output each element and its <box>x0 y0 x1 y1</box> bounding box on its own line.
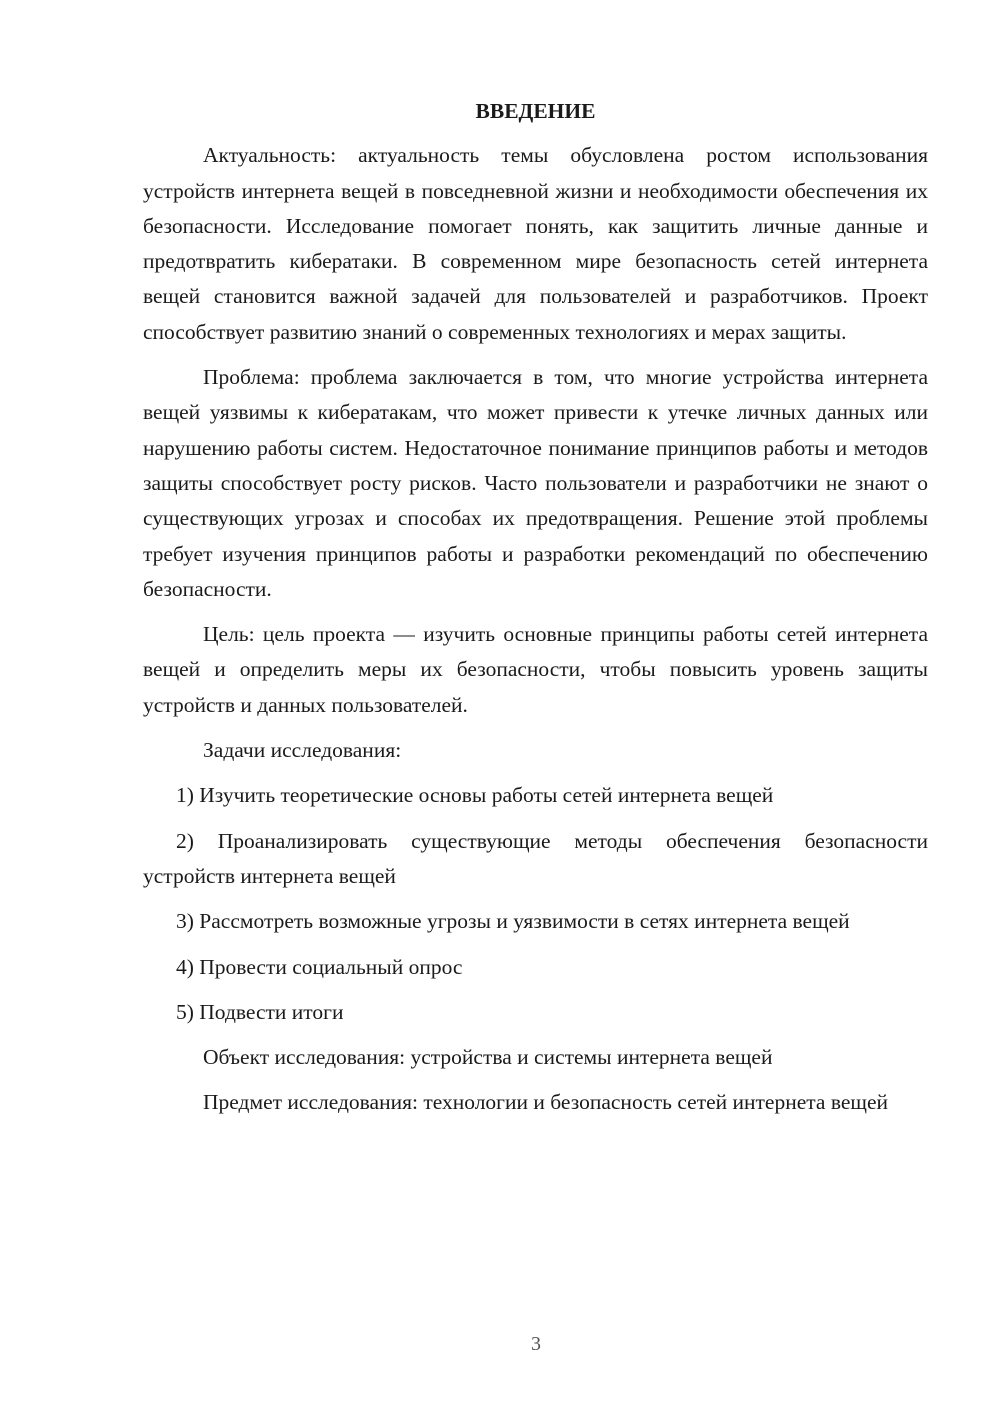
task-item-3: 3) Рассмотреть возможные угрозы и уязвимости в сетях интернета вещей <box>176 909 850 934</box>
section-heading: ВВЕДЕНИЕ <box>475 99 596 123</box>
task-item-4: 4) Провести социальный опрос <box>176 954 463 979</box>
tasks-heading: Задачи исследования: <box>203 738 402 763</box>
task-item-5: 5) Подвести итоги <box>176 999 344 1024</box>
subject-paragraph: Предмет исследования: технологии и безопасность сетей интернета вещей <box>203 1090 889 1115</box>
page-content <box>143 94 928 1121</box>
object-paragraph: Объект исследования: устройства и системы интернета вещей <box>203 1045 773 1070</box>
task-item-2: 2) Проанализировать существующие методы обеспечения безопасности устройств интернета вещей <box>143 828 928 888</box>
relevance-paragraph: Актуальность: актуальность темы обусловлена ростом использования устройств интернета вещей в повседневной жизни и необходимости обеспечения их безопасности. Исследование помогает понять, как защитить личные данные и предотвратить кибератаки. В современном мире безопасность сетей интернета вещей становится важной задачей для пользователей и разработчиков. Проект способствует развитию знаний о современных технологиях и мерах защиты. <box>143 143 928 344</box>
page-number: 3 <box>531 1333 541 1355</box>
goal-paragraph: Цель: цель проекта — изучить основные принципы работы сетей интернета вещей и определить меры их безопасности, чтобы повысить уровень защиты устройств и данных пользователей. <box>143 622 928 717</box>
problem-paragraph: Проблема: проблема заключается в том, что многие устройства интернета вещей уязвимы к кибератакам, что может привести к утечке личных данных или нарушению работы систем. Недостаточное понимание принципов работы и методов защиты способствует росту рисков. Часто пользователи и разработчики не знают о существующих угрозах и способах их предотвращения. Решение этой проблемы требует изучения принципов работы и разработки рекомендаций по обеспечению безопасности. <box>143 365 928 601</box>
task-item-1: 1) Изучить теоретические основы работы сетей интернета вещей <box>176 783 774 808</box>
